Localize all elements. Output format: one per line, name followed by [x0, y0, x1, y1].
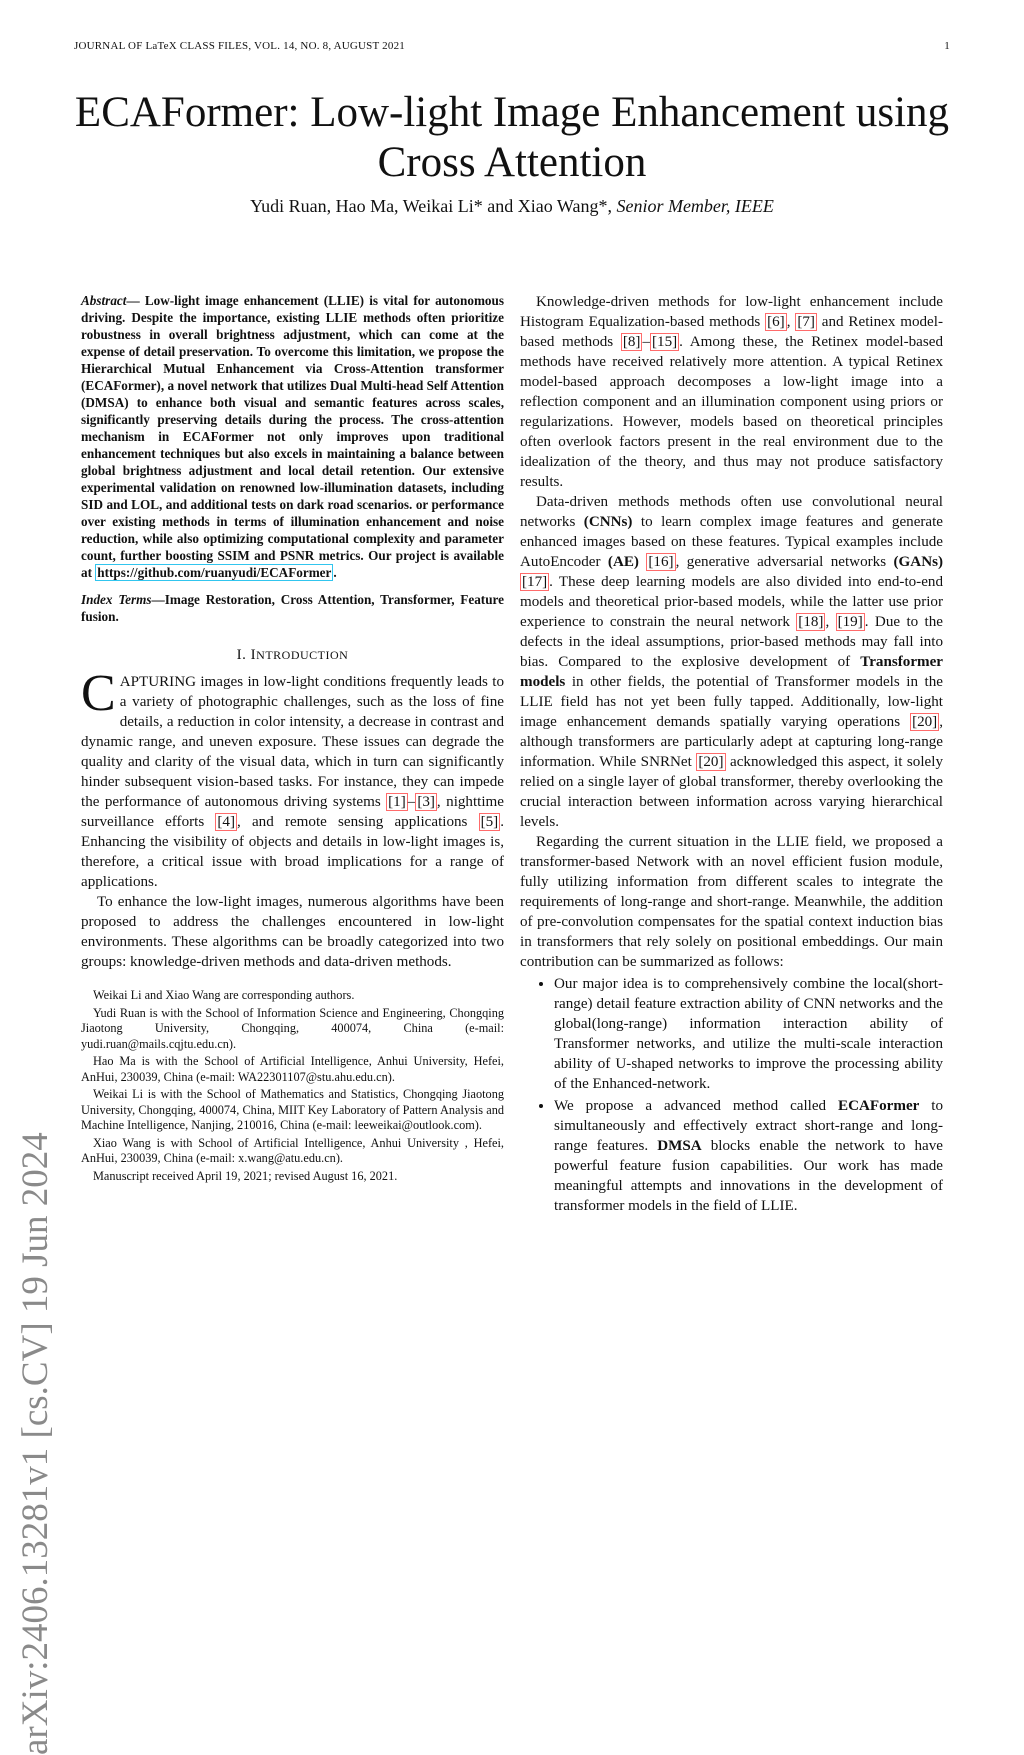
intro-p1-b: , nighttime surveillance efforts — [81, 794, 504, 830]
list-item: • Our major idea is to comprehensively combine the local(short-range) detail feature extraction ability of CNN networks and the global(long-range) information interaction ability of Transformer networks, and utilize the multi-scale interaction ability of U-shaped networks to improve the processing ability of the Enhanced-network. — [554, 974, 943, 1094]
r-p2-b: to learn complex image features and generate enhanced images based on these features. Typical examples include AutoEncoder — [520, 514, 944, 570]
project-link[interactable]: https://github.com/ruanyudi/ECAFormer — [97, 565, 332, 580]
intro-p1-d: . Enhancing the visibility of objects and details in low-light images is, therefore, a critical issue with broad implications for a range of applications. — [81, 814, 504, 890]
bold-term-dmsa: DMSA — [657, 1138, 702, 1154]
section-title-rest: NTRODUCTION — [256, 648, 349, 662]
section-heading-introduction — [81, 647, 504, 664]
journal-name: JOURNAL OF LaTeX CLASS FILES, VOL. 14, NO. 8, AUGUST 2021 — [74, 40, 405, 52]
b2-b: to simultaneously and effectively extract short-range and long-range features. — [554, 1098, 944, 1154]
title-line-1: ECAFormer: Low-light Image Enhancement using — [74, 89, 950, 136]
r-p2-g: , — [825, 614, 836, 630]
r-p2-a: Data-driven methods methods often use convolutional neural networks — [520, 494, 943, 530]
citation-17[interactable]: [17] — [522, 574, 548, 590]
page-number: 1 — [944, 40, 950, 52]
footnotes — [81, 988, 504, 1184]
author-list — [60, 196, 964, 217]
citation-5[interactable]: [5] — [480, 814, 499, 830]
bold-term-transformer-models: Transformer models — [520, 654, 943, 690]
citation-20[interactable]: [20] — [912, 714, 938, 730]
author-affiliation: Senior Member, IEEE — [616, 196, 774, 216]
index-terms — [81, 591, 504, 625]
arxiv-side-stamp: arXiv:2406.13281v1 [cs.CV] 19 Jun 2024 — [15, 1132, 56, 1755]
footnote: Weikai Li and Xiao Wang are corresponding authors. — [93, 988, 355, 1002]
r-p1-d: . Among these, the Retinex model-based methods have received relatively more attention. A typical Retinex model-based approach decomposes a low-light image into a reflection component and an illumination component using priors or regularizations. However, models based on theoretical principles often overlook factors present in the real environment due to the idealization of the theory, and thus may not produce satisfactory results. — [520, 334, 943, 490]
b2-c: blocks enable the network to have powerful feature fusion capabilities. Our work has made meaningful attempts and innovations in the development of transformer models in the field of LLIE. — [554, 1138, 943, 1214]
index-terms-label: Index Terms — [81, 592, 152, 607]
b2-a: We propose a advanced method called — [554, 1098, 839, 1114]
abstract — [81, 292, 504, 581]
right-column — [520, 292, 943, 1218]
running-header — [74, 40, 950, 58]
intro-paragraph-2: To enhance the low-light images, numerous algorithms have been proposed to address the challenges encountered in low-light environments. These algorithms can be broadly categorized into two groups: knowledge-driven methods and data-driven methods. — [81, 894, 504, 970]
citation-15[interactable]: [15] — [652, 334, 678, 350]
footnote: Manuscript received April 19, 2021; revised August 16, 2021. — [93, 1168, 398, 1183]
abstract-text: — Low-light image enhancement (LLIE) is vital for autonomous driving. Despite the importance, existing LLIE methods often prioritize robustness in overall brightness adjustment, which can come at the expense of detail preservation. To overcome this limitation, we propose the Hierarchical Mutual Enhancement via Cross-Attention transformer (ECAFormer), a novel network that utilizes Dual Multi-head Self Attention (DMSA) to enhance both visual and semantic features across scales, significantly preserving details during the process. The cross-attention mechanism in ECAFormer not only improves upon traditional enhancement techniques but also excels in maintaining a balance between global brightness adjustment and local detail retention. Our extensive experimental validation on renowned low-illumination datasets, including SID and LOL, and additional tests on dark road scenarios. or performance over existing methods in terms of illumination enhancement and noise reduction, while also optimizing computational complexity and parameter count, further boosting SSIM and PSNR metrics. Our project is available at — [81, 293, 504, 580]
abstract-end: . — [333, 565, 337, 580]
citation-1[interactable]: [1] — [388, 794, 406, 810]
citation-18[interactable]: [18] — [798, 614, 824, 630]
bold-term-gans: (GANs) — [893, 554, 943, 570]
author-names: Yudi Ruan, Hao Ma, Weikai Li* and Xiao Wang*, — [250, 196, 612, 216]
r-p2-d: , generative adversarial networks — [675, 554, 894, 570]
left-column — [81, 292, 504, 1186]
r-p2-h: . Due to the defects in the ideal assumptions, prior-based methods may fall into bias. Compared to the explosive development of — [520, 614, 943, 670]
footnote: Hao Ma is with the School of Artificial Intelligence, Anhui University, Hefei, AnHui, 230039, China (e-mail: WA22301107@stu.ahu.edu.cn). — [81, 1054, 504, 1084]
right-paragraph-3: Regarding the current situation in the LLIE field, we proposed a transformer-based Network with an novel efficient fusion module, fully utilizing information from different scales to integrate the requirements of long-range and short-range. Meanwhile, the addition of pre-convolution compensates for the spatial context induction bias in transformers that rely solely on positional embeddings. Our main contribution can be summarized as follows: — [520, 834, 943, 970]
r-p1-b: , — [786, 314, 796, 330]
title-line-2: Cross Attention — [377, 139, 647, 186]
r-p1-c: and Retinex model-based methods — [520, 314, 943, 350]
bold-term-ae: (AE) — [607, 554, 639, 570]
citation-7[interactable]: [7] — [797, 314, 815, 330]
bold-term-cnns: (CNNs) — [583, 514, 633, 530]
intro-p1-a: APTURING images in low-light conditions frequently leads to a variety of photographic challenges, such as the loss of fine details, a reduction in color intensity, a decrease in contrast and dynamic range, and uneven exposure. These issues can degrade the quality and clarity of the visual data, which in turn can significantly hinder subsequent vision-based tasks. For instance, they can impede the performance of autonomous driving systems — [81, 674, 504, 810]
intro-p1-c: , and remote sensing applications — [237, 814, 479, 830]
citation-20[interactable]: [20] — [698, 754, 724, 770]
r-p2-j: , although transformers are particularly adept at capturing long-range information. While SNRNet — [520, 714, 943, 770]
intro-paragraph-1 — [81, 665, 504, 892]
citation-8[interactable]: [8] — [622, 334, 641, 350]
right-paragraph-1 — [520, 292, 943, 492]
footnote: Xiao Wang is with School of Artificial Intelligence, Anhui University , Hefei, AnHui, 230039, China (e-mail: x.wang@atu.edu.cn). — [81, 1135, 504, 1165]
citation-16[interactable]: [16] — [648, 554, 674, 570]
index-terms-text: —Image Restoration, Cross Attention, Transformer, Feature fusion. — [81, 592, 504, 624]
paper-title — [60, 88, 964, 188]
citation-6[interactable]: [6] — [767, 314, 785, 330]
dash: – — [407, 794, 416, 810]
footnote: Weikai Li is with the School of Mathematics and Statistics, Chongqing Jiaotong University, Chongqing, 400074, China, MIIT Key Laboratory of Pattern Analysis and Machine Intelligence, Nanjing, 210016, China (e-mail: leeweikai@outlook.com). — [81, 1087, 504, 1132]
r-p2-k: acknowledged this aspect, it solely relied on a single layer of global transformer, thereby overlooking the crucial interaction between information across varying hierarchical levels. — [520, 754, 943, 830]
citation-3[interactable]: [3] — [417, 794, 435, 810]
drop-cap: C — [81, 665, 116, 722]
abstract-label: Abstract — [81, 293, 127, 308]
right-paragraph-2 — [520, 492, 943, 832]
footnote: Yudi Ruan is with the School of Information Science and Engineering, Chongqing Jiaotong University, Chongqing, 400074, China (e-mail: yudi.ruan@mails.cqjtu.edu.cn). — [81, 1005, 504, 1051]
citation-4[interactable]: [4] — [217, 814, 236, 830]
citation-19[interactable]: [19] — [837, 614, 863, 630]
dash: – — [642, 334, 650, 350]
contribution-list — [520, 974, 943, 1216]
r-p1-a: Knowledge-driven methods for low-light enhancement include Histogram Equalization-based methods — [520, 294, 943, 330]
r-p2-i: in other fields, the potential of Transformer models in the LLIE field has not yet been fully tapped. Additionally, low-light image enhancement demands spatially varying operations — [520, 674, 943, 730]
list-item — [554, 1096, 943, 1216]
section-numeral: I. I — [236, 647, 257, 663]
r-p2-f: . These deep learning models are also divided into end-to-end models and theoretical prior-based models, while the latter use prior experience to constrain the neural network — [520, 574, 943, 630]
bold-term-ecaformer: ECAFormer — [838, 1098, 920, 1114]
